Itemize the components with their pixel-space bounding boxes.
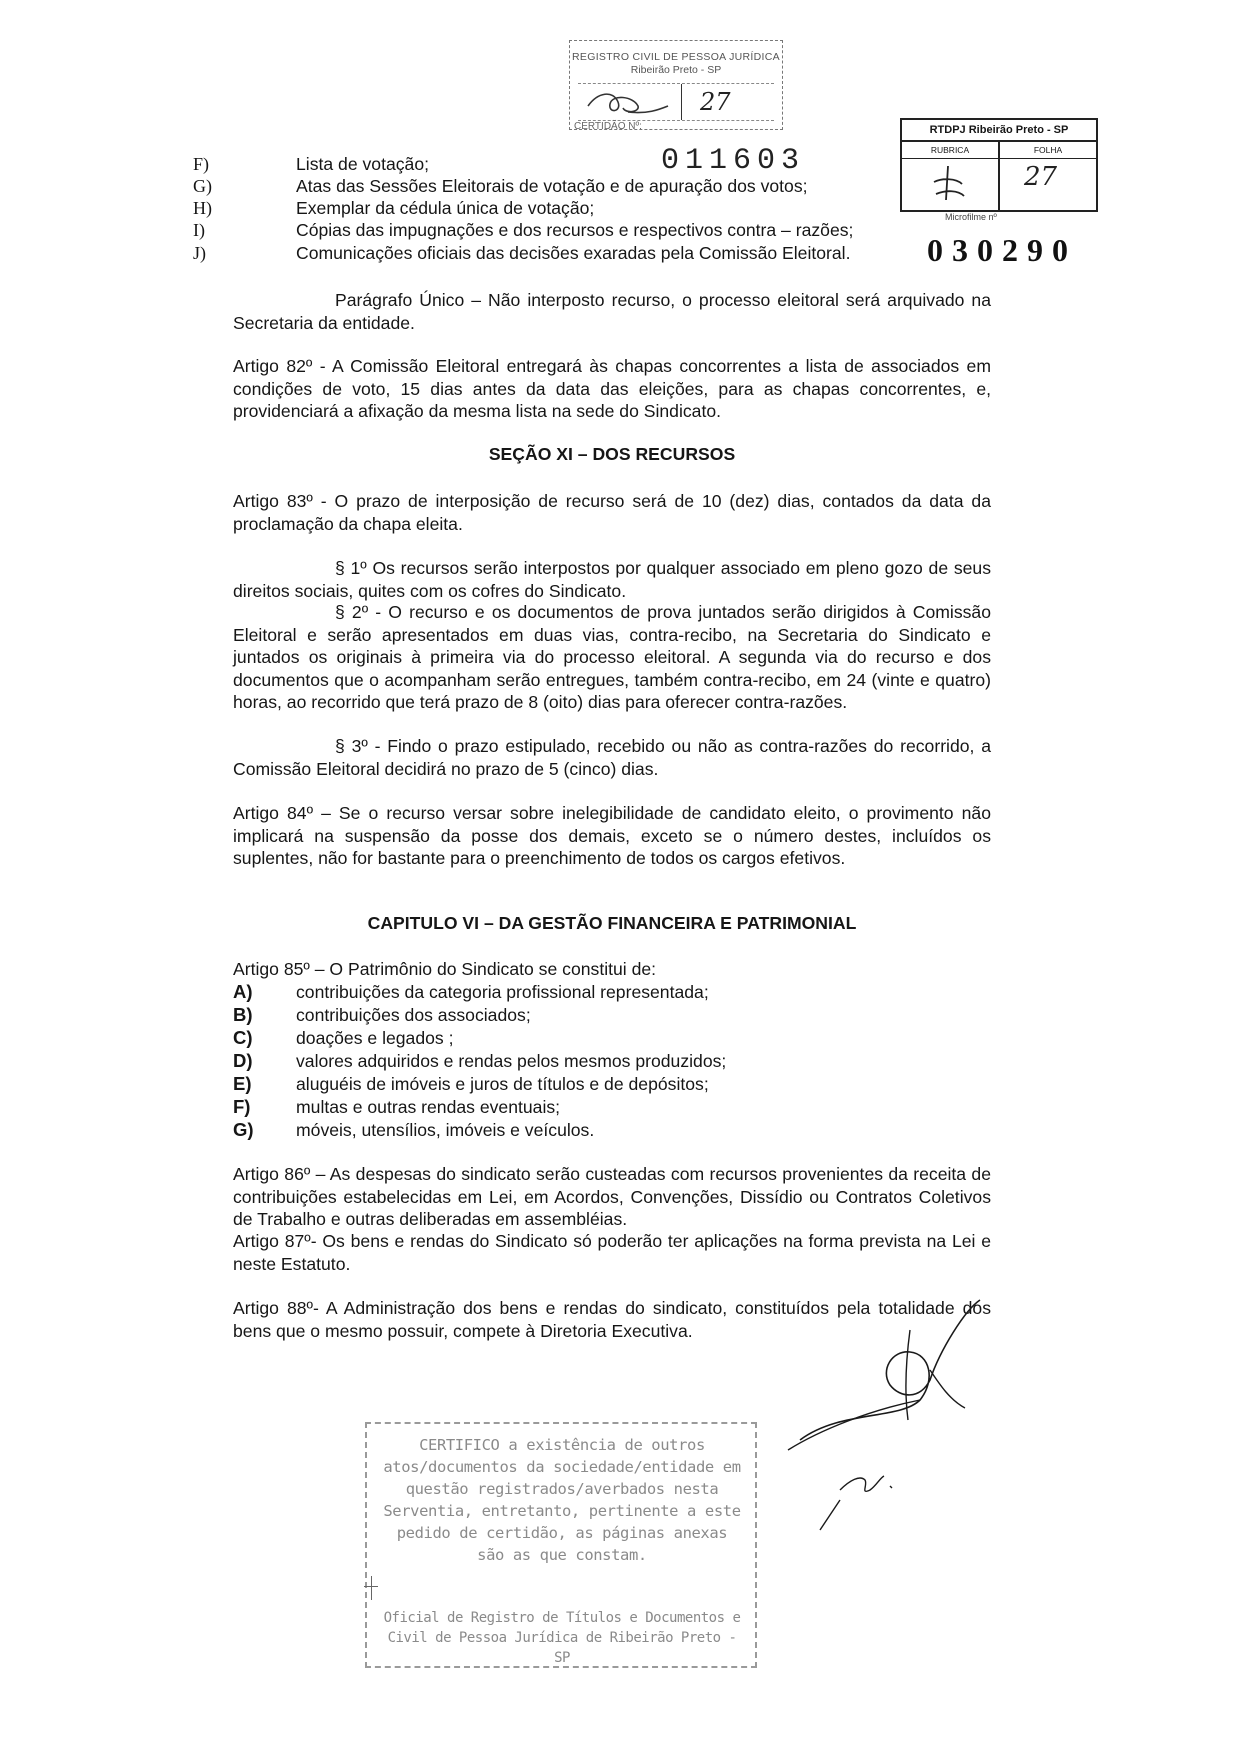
registry-stamp [569, 40, 783, 130]
artigo-84: Artigo 84º – Se o recurso versar sobre inelegibilidade de candidato eleito, o provimento não implicará na suspensão da posse dos demais, exceto se o número destes, incluídos os suplentes, não for bastante para o preenchimento de todos os cargos efetivos. [233, 803, 991, 869]
list-item [193, 197, 594, 219]
list-item-letter: F) [233, 1096, 251, 1117]
artigo-82: Artigo 82º - A Comissão Eleitoral entregará às chapas concorrentes a lista de associados em condições de voto, 15 dias antes da data das eleições, para as chapas concorrentes, e, providenciará a afixação da mesma lista na sede do Sindicato. [233, 356, 991, 422]
registry-stamp-title: REGISTRO CIVIL DE PESSOA JURÍDICA [572, 51, 780, 63]
artigo-83-par1-text: § 1º Os recursos serão interpostos por qualquer associado em pleno gozo de seus direitos sociais, quites com os cofres do Sindicato. [233, 558, 991, 601]
registry-stamp-sheet: 27 [700, 88, 731, 116]
list-item-text: Cópias das impugnações e dos recursos e respectivos contra – razões; [296, 220, 854, 240]
list-item-text: contribuições dos associados; [296, 1005, 531, 1025]
list-item [233, 1095, 560, 1119]
artigo-83: Artigo 83º - O prazo de interposição de recurso será de 10 (dez) dias, contados da data da proclamação da chapa eleita. [233, 491, 991, 534]
list-item-letter: D) [233, 1050, 253, 1071]
artigo-83-par2-text: § 2º - O recurso e os documentos de prova juntados serão dirigidos à Comissão Eleitoral e serão apresentados em duas vias, contra-recibo, na Secretaria do Sindicato e juntados os originais à primeira via do processo eleitoral. A segunda via do recurso e dos documentos que o acompanham serão entregues, também contra-recibo, em 24 (vinte e quatro) horas, ao recorrido que terá prazo de 8 (oito) dias para oferecer contra-razões. [233, 602, 991, 713]
list-item-text: doações e legados ; [296, 1028, 454, 1048]
list-item [193, 153, 429, 175]
list-item-letter: J) [193, 243, 206, 263]
rtdpj-stamp-folha-label: FOLHA [1033, 145, 1063, 155]
list-item-text: contribuições da categoria profissional representada; [296, 982, 709, 1002]
paragrafo-unico [233, 289, 991, 334]
certification-stamp-text: CERTIFICO a existência de outros atos/documentos da sociedade/entidade em questão registrados/averbados nesta Serventia, entretanto, pertinente a este pedido de certidão, as páginas anexas são as que constam. [383, 1436, 741, 1564]
list-item-text: Atas das Sessões Eleitorais de votação e de apuração dos votos; [296, 176, 808, 196]
list-item-letter: G) [193, 176, 212, 196]
certification-stamp-mark [371, 1576, 372, 1600]
registry-stamp-city: Ribeirão Preto - SP [630, 64, 722, 76]
list-item-letter: I) [193, 220, 205, 240]
rtdpj-stamp-rubrica-label: RUBRICA [930, 145, 970, 155]
list-item-text: multas e outras rendas eventuais; [296, 1097, 561, 1117]
microfilm-number: 030290 [927, 232, 1077, 268]
list-item-text: aluguéis de imóveis e juros de títulos e de depósitos; [296, 1074, 709, 1094]
registry-stamp-initials-icon [578, 84, 774, 120]
rtdpj-stamp [900, 118, 1098, 212]
artigo-83-par3 [233, 735, 991, 780]
paragrafo-unico-text: Parágrafo Único – Não interposto recurso, o processo eleitoral será arquivado na Secretaria da entidade. [233, 290, 991, 333]
artigo-87: Artigo 87º- Os bens e rendas do Sindicato só poderão ter aplicações na forma prevista na Lei e neste Estatuto. [233, 1231, 991, 1274]
list-item [233, 1049, 726, 1073]
artigo-83-par3-text: § 3º - Findo o prazo estipulado, recebido ou não as contra-razões do recorrido, a Comissão Eleitoral decidirá no prazo de 5 (cinco) dias. [233, 736, 991, 779]
list-item [233, 1003, 531, 1027]
list-item-letter: H) [193, 198, 212, 218]
chapter-heading: CAPITULO VI – DA GESTÃO FINANCEIRA E PATRIMONIAL [367, 913, 857, 933]
list-item [193, 219, 853, 241]
rtdpj-stamp-hline [902, 158, 1096, 159]
microfilm-label: Microfilme nº [945, 212, 997, 222]
rtdpj-folha-number: 27 [1024, 162, 1058, 192]
list-item [233, 1118, 594, 1142]
certification-stamp [365, 1422, 757, 1668]
artigo-86: Artigo 86º – As despesas do sindicato serão custeadas com recursos provenientes da receita de contribuições estabelecidas em Lei, em Acordos, Convenções, Dissídio ou Contratos Coletivos de Trabalho e outras deliberadas em assembléias. [233, 1164, 991, 1230]
list-item [193, 175, 808, 197]
section-heading: SEÇÃO XI – DOS RECURSOS [488, 444, 736, 464]
list-item [233, 980, 709, 1004]
registry-stamp-signature-row [578, 83, 774, 121]
list-item-letter: A) [233, 981, 253, 1002]
artigo-83-par2 [233, 601, 991, 714]
list-item-letter: C) [233, 1027, 253, 1048]
list-item [233, 1072, 709, 1096]
certification-stamp-footer: Oficial de Registro de Títulos e Documentos e Civil de Pessoa Jurídica de Ribeirão Preto - SP [383, 1610, 741, 1666]
artigo-85: Artigo 85º – O Patrimônio do Sindicato se constitui de: [233, 959, 657, 979]
list-item-letter: B) [233, 1004, 253, 1025]
list-item-letter: G) [233, 1119, 254, 1140]
rtdpj-stamp-header: RTDPJ Ribeirão Preto - SP [902, 120, 1096, 142]
list-item [193, 242, 850, 264]
list-item-text: Lista de votação; [296, 154, 430, 174]
certidao-number: 011603 [661, 144, 806, 178]
list-item-text: Exemplar da cédula única de votação; [296, 198, 595, 218]
list-item-text: valores adquiridos e rendas pelos mesmos produzidos; [296, 1051, 727, 1071]
list-item-letter: E) [233, 1073, 252, 1094]
artigo-88: Artigo 88º- A Administração dos bens e rendas do sindicato, constituídos pela totalidade dos bens que o mesmo possuir, compete à Diretoria Executiva. [233, 1298, 991, 1341]
rtdpj-rubrica-signature-icon [906, 160, 996, 208]
list-item [233, 1026, 454, 1050]
list-item-text: móveis, utensílios, imóveis e veículos. [296, 1120, 595, 1140]
artigo-83-par1 [233, 557, 991, 602]
signature-icon [780, 1290, 1010, 1540]
registry-stamp-divider [681, 84, 682, 120]
list-item-text: Comunicações oficiais das decisões exaradas pela Comissão Eleitoral. [296, 243, 851, 263]
list-item-letter: F) [193, 154, 210, 174]
registry-stamp-cert-label: CERTIDÃO Nº: [574, 121, 642, 132]
rtdpj-stamp-vline [998, 140, 1000, 210]
